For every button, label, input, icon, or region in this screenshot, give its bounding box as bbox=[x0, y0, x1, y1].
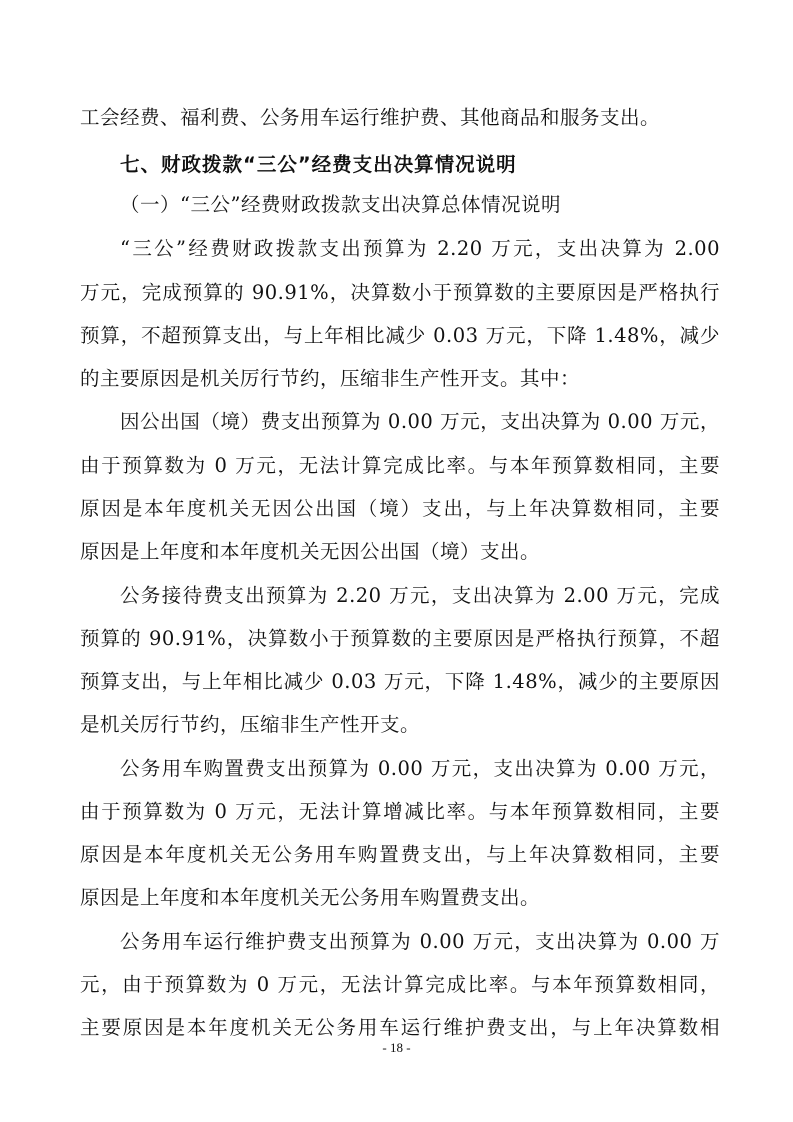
paragraph-line: 原因是本年度机关无公务用车购置费支出，与上年决算数相同，主要 bbox=[80, 843, 720, 866]
paragraph-line: 万元，完成预算的 90.91%，决算数小于预算数的主要原因是严格执行 bbox=[80, 281, 720, 304]
paragraph-line: 预算，不超预算支出，与上年相比减少 0.03 万元，下降 1.48%，减少 bbox=[80, 324, 720, 347]
paragraph-line: 公务用车运行维护费支出预算为 0.00 万元，支出决算为 0.00 万 bbox=[120, 930, 720, 953]
paragraph-line: 预算支出，与上年相比减少 0.03 万元，下降 1.48%，减少的主要原因 bbox=[80, 670, 720, 693]
paragraph-line: 是机关厉行节约，压缩非生产性开支。 bbox=[80, 713, 421, 736]
paragraph-line: 原因是上年度和本年度机关无因公出国（境）支出。 bbox=[80, 540, 541, 563]
paragraph-line: 因公出国（境）费支出预算为 0.00 万元，支出决算为 0.00 万元， bbox=[120, 410, 720, 433]
paragraph-line: 的主要原因是机关厉行节约，压缩非生产性开支。其中： bbox=[80, 367, 581, 390]
subsection-heading: （一）“三公”经费财政拨款支出决算总体情况说明 bbox=[120, 193, 561, 216]
paragraph-line: 由于预算数为 0 万元，无法计算增减比率。与本年预算数相同，主要 bbox=[80, 800, 720, 823]
section-heading: 七、财政拨款“三公”经费支出决算情况说明 bbox=[120, 153, 517, 176]
paragraph-line: 主要原因是本年度机关无公务用车运行维护费支出，与上年决算数相 bbox=[80, 1016, 720, 1039]
paragraph-line: 工会经费、福利费、公务用车运行维护费、其他商品和服务支出。 bbox=[80, 106, 661, 129]
paragraph-line: “三公”经费财政拨款支出预算为 2.20 万元，支出决算为 2.00 bbox=[120, 237, 720, 260]
paragraph-line: 预算的 90.91%，决算数小于预算数的主要原因是严格执行预算，不超 bbox=[80, 627, 720, 650]
paragraph-line: 原因是上年度和本年度机关无公务用车购置费支出。 bbox=[80, 886, 541, 909]
paragraph-line: 公务用车购置费支出预算为 0.00 万元，支出决算为 0.00 万元， bbox=[120, 757, 720, 780]
paragraph-line: 公务接待费支出预算为 2.20 万元，支出决算为 2.00 万元，完成 bbox=[120, 584, 720, 607]
paragraph-line: 由于预算数为 0 万元，无法计算完成比率。与本年预算数相同，主要 bbox=[80, 454, 720, 477]
paragraph-line: 原因是本年度机关无因公出国（境）支出，与上年决算数相同，主要 bbox=[80, 497, 720, 520]
page-number: - 18 - bbox=[382, 1040, 411, 1055]
paragraph-line: 元，由于预算数为 0 万元，无法计算完成比率。与本年预算数相同， bbox=[80, 973, 720, 996]
